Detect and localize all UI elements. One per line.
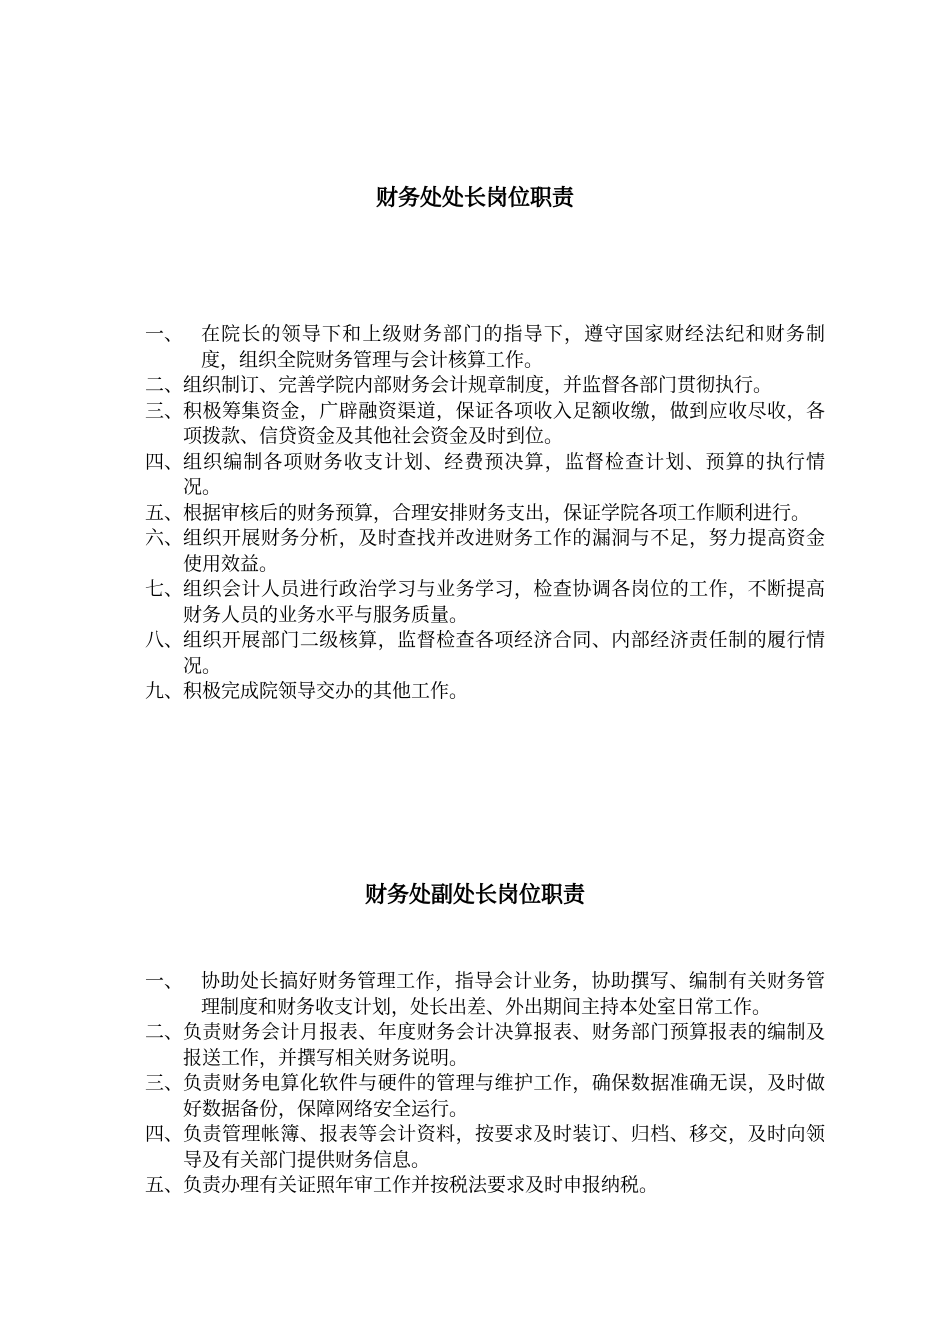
list-item: [145, 577, 825, 628]
list-item-number: 一、: [145, 323, 184, 345]
list-item-number: 四、: [145, 1123, 184, 1145]
list-item-text: 根据审核后的财务预算，合理安排财务支出，保证学院各项工作顺利进行。: [183, 501, 811, 524]
list-item: [145, 1173, 825, 1199]
list-item-number: 二、: [145, 374, 184, 396]
page-title: 财务处处长岗位职责: [375, 186, 574, 211]
list-item-text: 负责财务会计月报表、年度财务会计决算报表、财务部门预算报表的编制及报送工作，并撰写相关财务说明。: [183, 1021, 825, 1069]
list-item-number: 九、: [145, 680, 184, 702]
list-item: [145, 450, 825, 501]
list-item-text: 在院长的领导下和上级财务部门的指导下，遵守国家财经法纪和财务制度，组织全院财务管理与会计核算工作。: [201, 323, 825, 371]
list-item: [145, 679, 825, 705]
list-item-number: 五、: [145, 501, 184, 524]
list-item: [145, 1020, 825, 1071]
list-item-text: 组织制订、完善学院内部财务会计规章制度，并监督各部门贯彻执行。: [183, 374, 773, 396]
list-item-text: 负责管理帐簿、报表等会计资料，按要求及时装订、归档、移交，及时向领导及有关部门提供财务信息。: [183, 1123, 825, 1171]
list-item-number: 三、: [145, 1072, 184, 1094]
list-item: [145, 628, 825, 679]
list-item-number: 一、: [145, 970, 184, 992]
section-title: 财务处副处长岗位职责: [364, 883, 585, 908]
list-item-text: 负责财务电算化软件与硬件的管理与维护工作，确保数据准确无误，及时做好数据备份，保障网络安全运行。: [183, 1072, 825, 1120]
list-item: [145, 969, 825, 1020]
list-item-number: 七、: [145, 578, 184, 600]
duty-list: [145, 969, 825, 1199]
list-item-text: 组织开展部门二级核算，监督检查各项经济合同、内部经济责任制的履行情况。: [183, 629, 825, 677]
list-item-text: 组织编制各项财务收支计划、经费预决算，监督检查计划、预算的执行情况。: [183, 450, 825, 498]
duty-list: [145, 322, 825, 705]
list-item: [145, 373, 825, 399]
list-item-number: 六、: [145, 527, 184, 549]
list-item-text: 组织会计人员进行政治学习与业务学习，检查协调各岗位的工作，不断提高财务人员的业务水平与服务质量。: [183, 578, 825, 626]
list-item: [145, 501, 825, 527]
list-item: [145, 322, 825, 373]
list-item: [145, 1122, 825, 1173]
list-item-text: 协助处长搞好财务管理工作，指导会计业务，协助撰写、编制有关财务管理制度和财务收支计划，处长出差、外出期间主持本处室日常工作。: [201, 970, 825, 1018]
list-item: [145, 399, 825, 450]
list-item-number: 二、: [145, 1021, 184, 1043]
list-item-number: 五、: [145, 1174, 184, 1196]
list-item: [145, 526, 825, 577]
list-item-text: 组织开展财务分析，及时查找并改进财务工作的漏洞与不足，努力提高资金使用效益。: [183, 527, 825, 575]
list-item-number: 八、: [145, 629, 184, 651]
list-item-text: 积极筹集资金，广辟融资渠道，保证各项收入足额收缴，做到应收尽收，各项拨款、信贷资金及其他社会资金及时到位。: [183, 399, 825, 447]
list-item: [145, 1071, 825, 1122]
list-item-number: 三、: [145, 399, 184, 422]
list-item-text: 积极完成院领导交办的其他工作。: [183, 680, 469, 702]
list-item-text: 负责办理有关证照年审工作并按税法要求及时申报纳税。: [183, 1174, 659, 1196]
list-item-number: 四、: [145, 450, 184, 473]
